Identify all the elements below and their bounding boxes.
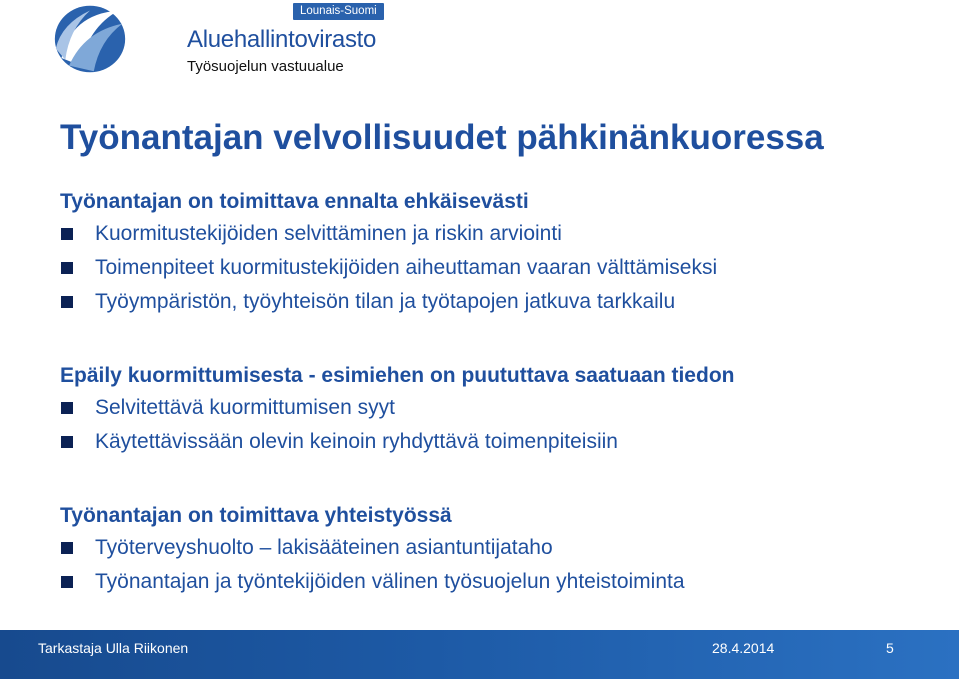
region-badge: Lounais-Suomi (293, 3, 384, 20)
section-heading: Työnantajan on toimittava yhteistyössä (60, 504, 452, 527)
agency-logo (50, 0, 377, 80)
list-item-text: Selvitettävä kuormittumisen syyt (95, 396, 395, 419)
footer-date: 28.4.2014 (712, 640, 775, 656)
section-suspicion (60, 363, 734, 463)
footer-presenter: Tarkastaja Ulla Riikonen (38, 640, 189, 656)
list-item-text: Työnantajan ja työntekijöiden välinen työsuojelun yhteistoiminta (95, 570, 685, 593)
list-item (60, 395, 734, 421)
section-heading: Epäily kuormittumisesta - esimiehen on puututtava saatuaan tiedon (60, 364, 735, 387)
section-heading: Työnantajan on toimittava ennalta ehkäisevästi (60, 190, 529, 213)
square-bullet-icon (61, 436, 73, 448)
agency-subtitle: Työsuojelun vastuualue (187, 58, 344, 75)
list-item (60, 535, 685, 561)
list-item-text: Työterveyshuolto – lakisääteinen asiantuntijataho (95, 536, 553, 559)
section-prevention (60, 189, 717, 323)
list-item (60, 221, 717, 247)
list-item (60, 569, 685, 595)
square-bullet-icon (61, 542, 73, 554)
square-bullet-icon (61, 262, 73, 274)
footer-page-number: 5 (886, 640, 894, 656)
list-item (60, 255, 717, 281)
square-bullet-icon (61, 576, 73, 588)
square-bullet-icon (61, 402, 73, 414)
logo-mark-icon (52, 2, 128, 76)
agency-name: Aluehallintovirasto (187, 26, 377, 53)
footer-bar (0, 630, 959, 679)
list-item (60, 429, 734, 455)
slide-title: Työnantajan velvollisuudet pähkinänkuoressa (60, 118, 824, 157)
square-bullet-icon (61, 228, 73, 240)
square-bullet-icon (61, 296, 73, 308)
list-item-text: Käytettävissään olevin keinoin ryhdyttävä toimenpiteisiin (95, 430, 618, 453)
list-item-text: Kuormitustekijöiden selvittäminen ja riskin arviointi (95, 222, 562, 245)
section-cooperation (60, 503, 685, 603)
list-item-text: Työympäristön, työyhteisön tilan ja työtapojen jatkuva tarkkailu (95, 290, 676, 313)
list-item (60, 289, 717, 315)
list-item-text: Toimenpiteet kuormitustekijöiden aiheuttaman vaaran välttämiseksi (95, 256, 718, 279)
